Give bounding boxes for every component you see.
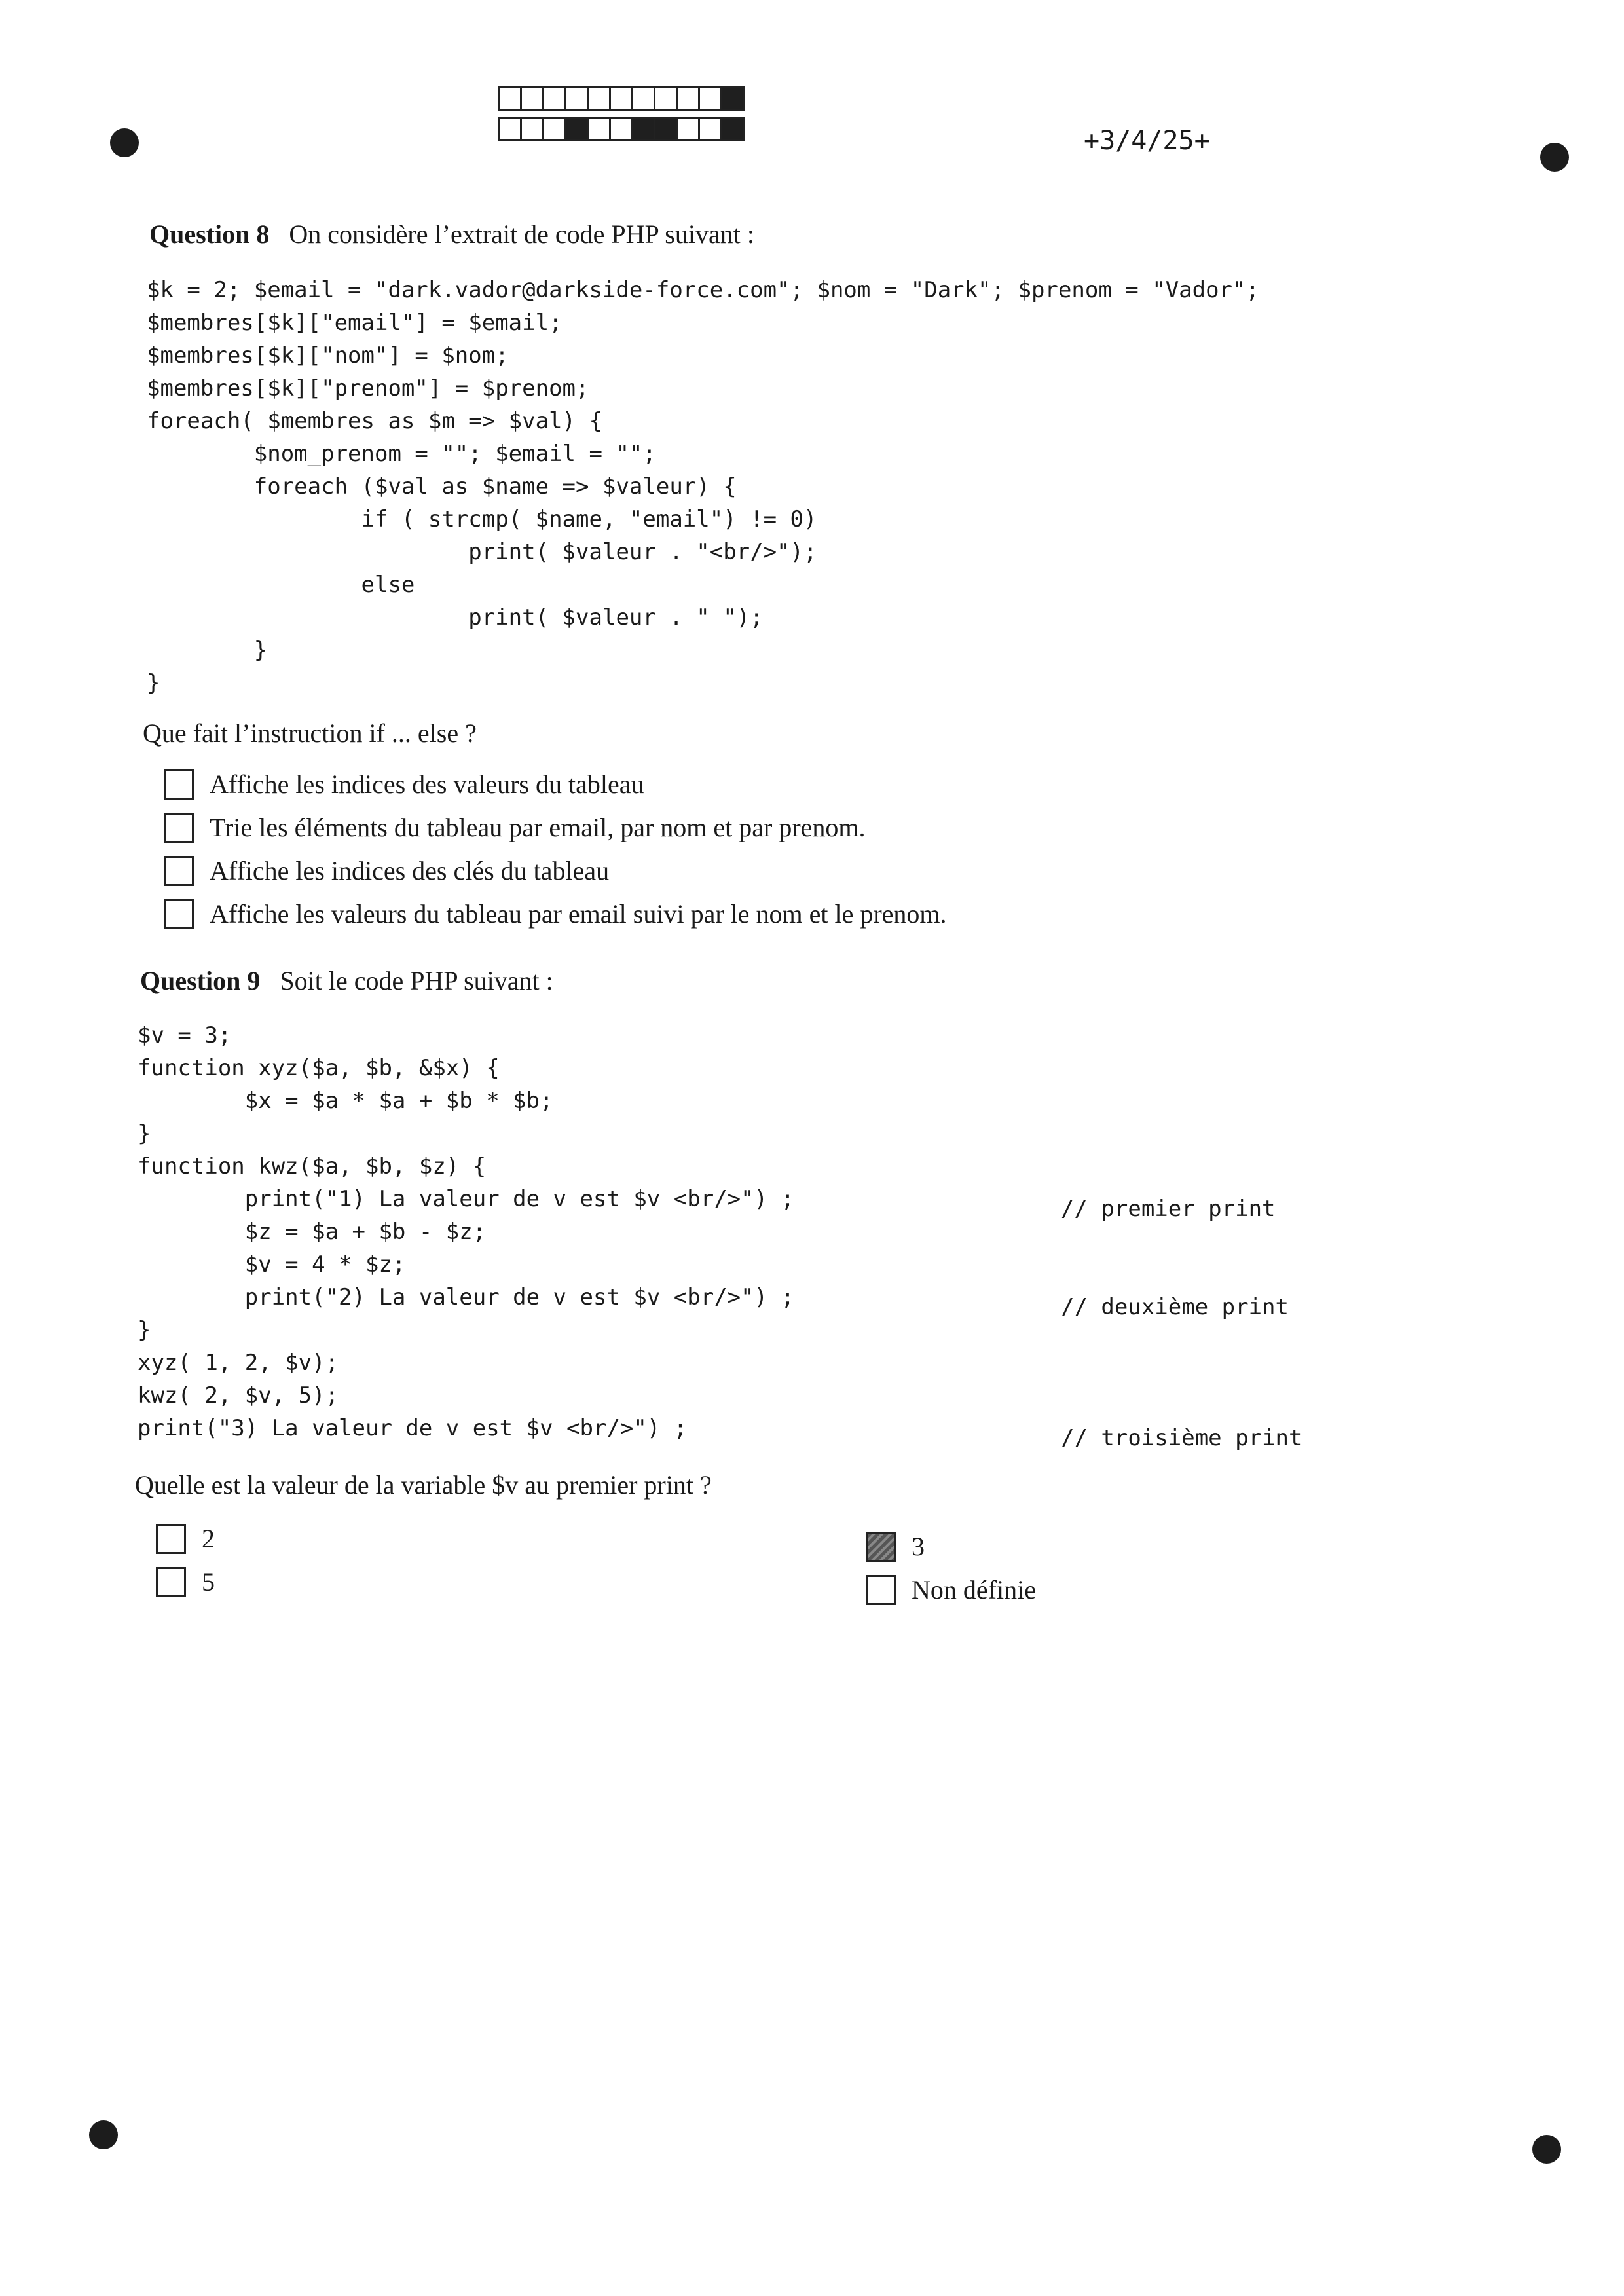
q8-choice-2-label: Trie les éléments du tableau par email, par nom et par prenom. [210, 813, 866, 842]
question-9-prompt: Quelle est la valeur de la variable $v au premier print ? [135, 1470, 712, 1500]
question-8-intro: On considère l’extrait de code PHP suivant : [289, 219, 754, 249]
question-9-code: $v = 3; function xyz($a, $b, &$x) { $x = $a * $a + $b * $b; } function kwz($a, $b, $z) { print("1) La valeur de v est $v <br/>") ; $z = $a + $b - $z; $v = 4 * $z; print("2) La valeur de v est $v <br/>") ; } xyz( 1, 2, $v); kwz( 2, $v, 5); print("3) La valeur de v est $v <br/>") ; [138, 1022, 795, 1441]
code-box-bottom-cell [520, 117, 544, 141]
q9-choice-3-label: 3 [912, 1532, 925, 1561]
q8-choice-3-label: Affiche les indices des clés du tableau [210, 856, 610, 885]
q9-choice-2[interactable] [156, 1523, 215, 1554]
question-9-number: Question 9 [140, 966, 261, 995]
page-code-boxes-top [498, 86, 743, 111]
code-box-top-cell [654, 86, 678, 111]
q9-checkbox-3[interactable] [866, 1532, 896, 1562]
q8-choice-4[interactable] [164, 898, 947, 929]
registration-mark-top-right [1540, 143, 1569, 172]
q9-choice-5-label: 5 [202, 1567, 215, 1597]
code-box-bottom-cell [498, 117, 522, 141]
registration-mark-bottom-right [1532, 2135, 1561, 2164]
code-box-top-cell [698, 86, 722, 111]
q9-checkbox-5[interactable] [156, 1567, 186, 1597]
q9-choice-3[interactable] [866, 1531, 925, 1562]
code-box-top-cell [587, 86, 611, 111]
code-box-bottom-cell [631, 117, 655, 141]
q8-checkbox-3[interactable] [164, 856, 194, 886]
code-box-top-cell [676, 86, 700, 111]
code-box-bottom-cell [609, 117, 633, 141]
q8-checkbox-1[interactable] [164, 769, 194, 800]
comment-premier-print: // premier print [1061, 1196, 1276, 1222]
comment-troisieme-print: // troisième print [1061, 1425, 1302, 1451]
code-box-top-cell [720, 86, 745, 111]
code-box-bottom-cell [542, 117, 566, 141]
code-box-bottom-cell [676, 117, 700, 141]
code-box-bottom-cell [564, 117, 589, 141]
comment-deuxieme-print: // deuxième print [1061, 1294, 1289, 1320]
question-8-prompt: Que fait l’instruction if ... else ? [143, 718, 477, 748]
q8-choice-2[interactable] [164, 812, 866, 843]
question-8-code: $k = 2; $email = "dark.vador@darkside-force.com"; $nom = "Dark"; $prenom = "Vador"; $membres[$k]["email"] = $email; $membres[$k]["nom"] = $nom; $membres[$k]["prenom"] = $prenom; foreach( $membres as $m => $val) { $nom_prenom = ""; $email = ""; foreach ($val as $name => $valeur) { if ( strcmp( $name, "email") != 0) print( $valeur . "<br/>"); else print( $valeur . " "); } } [147, 277, 1259, 696]
registration-mark-top-left [110, 128, 139, 157]
q9-choice-2-label: 2 [202, 1524, 215, 1553]
code-box-top-cell [631, 86, 655, 111]
code-box-top-cell [498, 86, 522, 111]
code-box-bottom-cell [698, 117, 722, 141]
registration-mark-bottom-left [89, 2120, 118, 2149]
q8-choice-3[interactable] [164, 855, 609, 886]
page-code-boxes-bottom [498, 117, 743, 141]
question-8-number: Question 8 [149, 219, 270, 249]
q8-choice-1[interactable] [164, 769, 644, 800]
question-9-header [140, 965, 553, 996]
page-identifier: +3/4/25+ [1084, 126, 1210, 156]
code-box-top-cell [564, 86, 589, 111]
q8-choice-4-label: Affiche les valeurs du tableau par email suivi par le nom et le prenom. [210, 899, 947, 929]
code-box-top-cell [609, 86, 633, 111]
q9-choice-5[interactable] [156, 1566, 215, 1597]
code-box-bottom-cell [720, 117, 745, 141]
q8-checkbox-2[interactable] [164, 813, 194, 843]
question-9-intro: Soit le code PHP suivant : [280, 966, 553, 995]
q9-checkbox-2[interactable] [156, 1524, 186, 1554]
q9-checkbox-non-definie[interactable] [866, 1575, 896, 1605]
question-8-header [149, 219, 754, 250]
q8-checkbox-4[interactable] [164, 899, 194, 929]
q9-choice-non-definie-label: Non définie [912, 1575, 1036, 1604]
q8-choice-1-label: Affiche les indices des valeurs du tableau [210, 769, 644, 799]
code-box-bottom-cell [587, 117, 611, 141]
q9-choice-non-definie[interactable] [866, 1574, 1036, 1605]
code-box-bottom-cell [654, 117, 678, 141]
code-box-top-cell [542, 86, 566, 111]
code-box-top-cell [520, 86, 544, 111]
